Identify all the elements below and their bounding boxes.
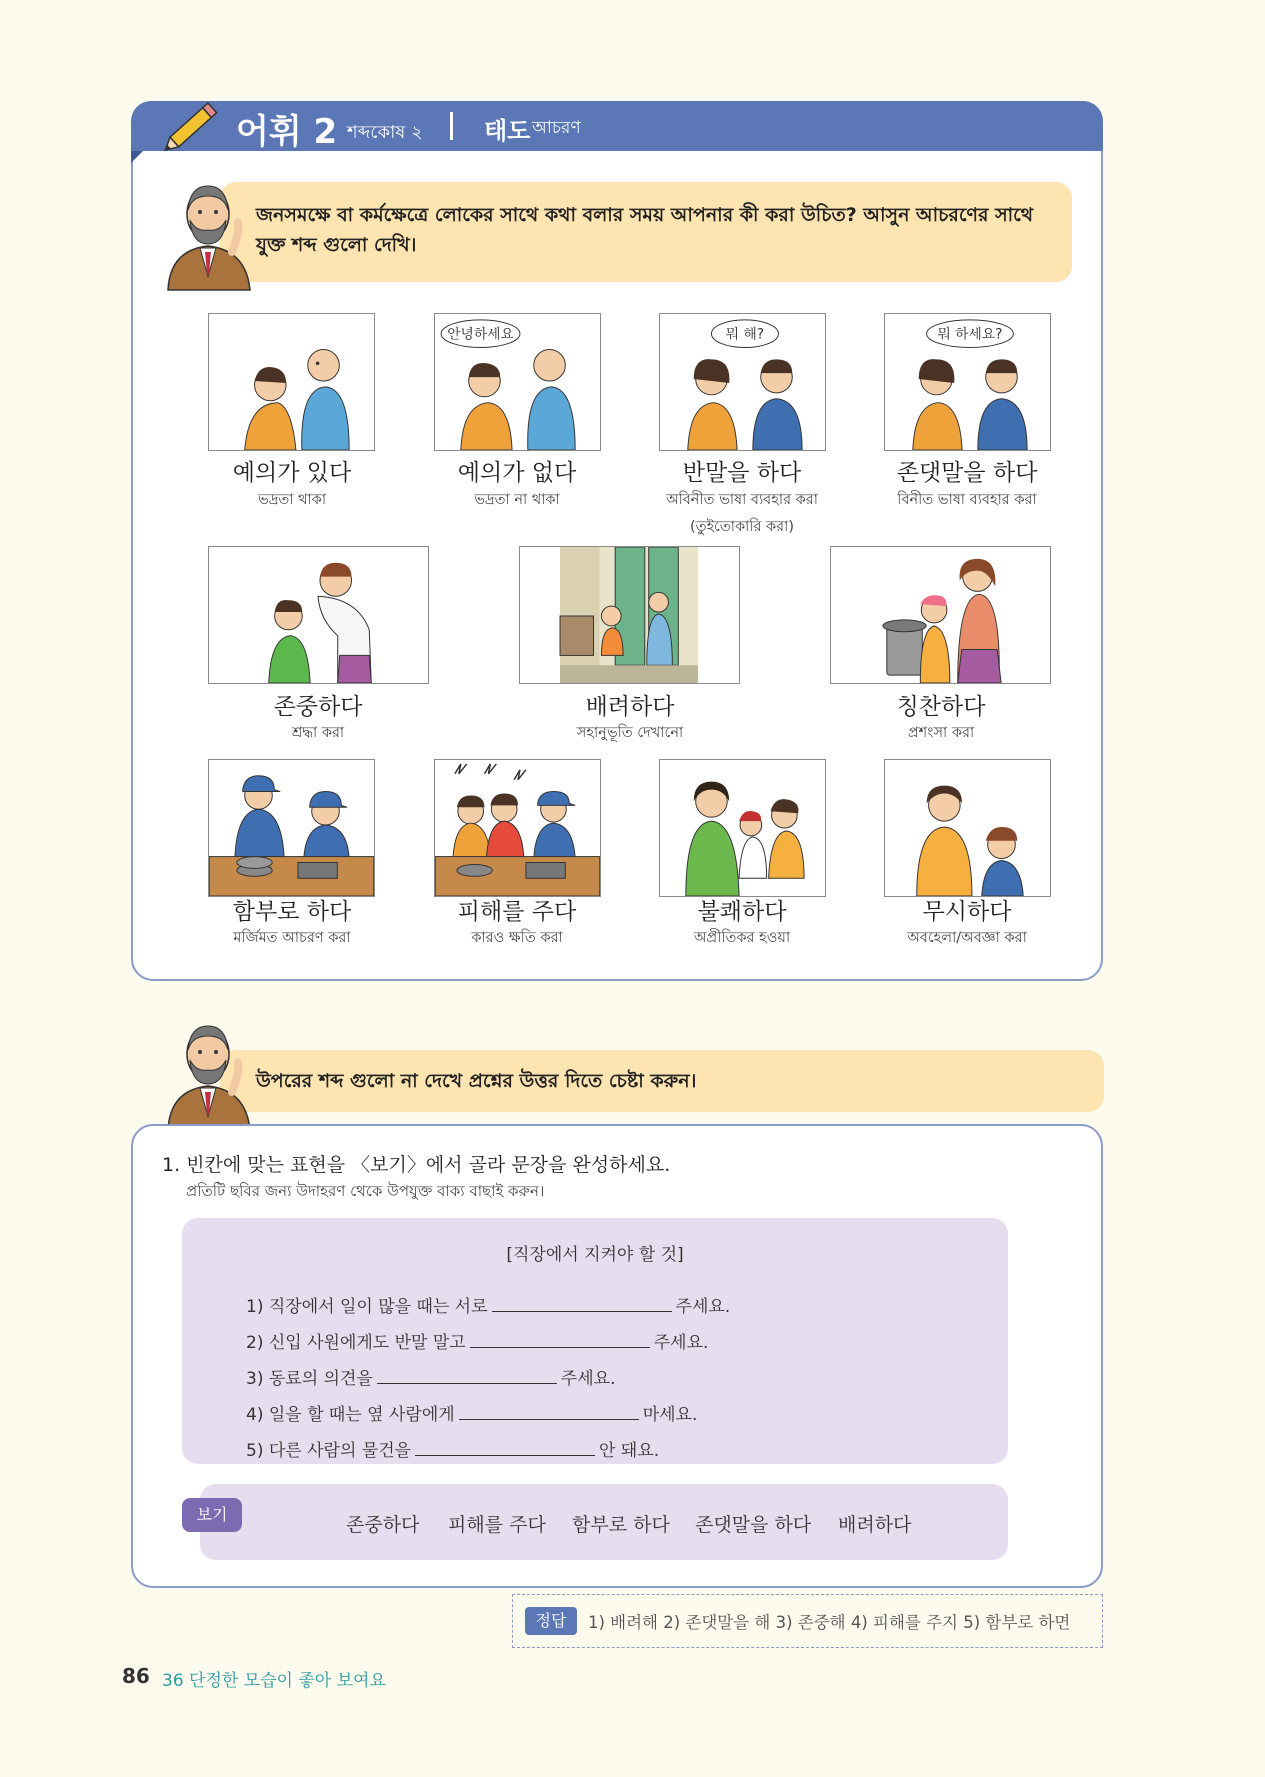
vocab-gloss: শ্রদ্ধা করা — [291, 725, 345, 741]
vocab-word: 불쾌하다 — [697, 899, 787, 925]
vocab-word: 무시하다 — [922, 899, 1012, 925]
vocab-gloss: সহানুভূতি দেখানো — [576, 725, 684, 741]
vocab-title-translation: শব্দকোষ ২ — [347, 122, 423, 143]
vocab-word: 배려하다 — [585, 694, 675, 720]
example-label: 보기 — [182, 1498, 242, 1532]
example-word: 존댓말을 하다 — [695, 1514, 812, 1536]
vocab-topic-translation: আচরণ — [532, 118, 581, 138]
intro-speech-bubble — [220, 182, 1072, 282]
header-fold — [131, 151, 143, 163]
vocab-gloss: প্রশংসা করা — [907, 725, 975, 741]
answer-blank[interactable] — [470, 1346, 650, 1348]
instruction-speech-bubble — [220, 1050, 1104, 1112]
sentence-item: 2) 신입 사원에게도 반말 말고 주세요. — [246, 1333, 709, 1353]
vocab-word: 존댓말을 하다 — [896, 460, 1038, 486]
vocab-word: 함부로 하다 — [232, 899, 352, 925]
sentence-item: 4) 일을 할 때는 옆 사람에게 마세요. — [246, 1405, 698, 1425]
example-word: 배려하다 — [838, 1514, 912, 1536]
vocab-word: 피해를 주다 — [457, 899, 577, 925]
vocab-topic: 태도 — [484, 117, 531, 145]
vocab-word: 칭찬하다 — [896, 694, 986, 720]
answer-label: 정답 — [525, 1607, 577, 1635]
card-image-impolite — [434, 313, 601, 451]
sentence-item: 1) 직장에서 일이 많을 때는 서로 주세요. — [246, 1297, 731, 1317]
vocab-gloss: কারও ক্ষতি করা — [471, 930, 563, 946]
vocab-gloss: অবিনীত ভাষা ব্যবহার করা — [666, 492, 818, 508]
vocab-gloss: মর্জিমত আচরণ করা — [233, 930, 351, 946]
vocab-word: 존중하다 — [273, 694, 363, 720]
answer-blank[interactable] — [492, 1310, 672, 1312]
card-image-informal-speech — [659, 313, 826, 451]
pencil-icon — [162, 94, 226, 156]
card-image-consideration — [519, 546, 740, 684]
sentence-item: 5) 다른 사람의 물건을 안 돼요. — [246, 1441, 660, 1461]
vocab-gloss: ভদ্রতা থাকা — [257, 492, 327, 508]
vocab-gloss: অবহেলা/অবজ্ঞা করা — [907, 930, 1027, 946]
card-image-disturb — [434, 759, 601, 897]
vocab-word: 반말을 하다 — [682, 460, 802, 486]
sentence-item: 3) 동료의 의견을 주세요. — [246, 1369, 616, 1389]
card-image-unpleasant — [659, 759, 826, 897]
card-image-respect — [208, 546, 429, 684]
example-word: 피해를 주다 — [448, 1514, 546, 1536]
answer-text: 1) 배려해 2) 존댓말을 해 3) 존중해 4) 피해를 주지 5) 함부로 하면 — [588, 1613, 1071, 1632]
card-image-polite — [208, 313, 375, 451]
vocab-word: 예의가 없다 — [457, 460, 577, 486]
question-subtitle: প্রতিটি ছবির জন্য উদাহরণ থেকে উপযুক্ত বাক্য বাছাই করুন। — [186, 1182, 545, 1200]
answer-blank[interactable] — [459, 1418, 639, 1420]
instruction-text: উপরের শব্দ গুলো না দেখে প্রশ্নের উত্তর দিতে চেষ্টা করুন। — [256, 1070, 697, 1092]
intro-text: জনসমক্ষে বা কর্মক্ষেত্রে লোকের সাথে কথা বলার সময় আপনার কী করা উচিত? আসুন আচরণের সাথে যুক্ত শব্দ গুলো দেখি। — [256, 204, 1034, 256]
vocab-gloss: ভদ্রতা না থাকা — [474, 492, 560, 508]
card-image-honorific-speech — [884, 313, 1051, 451]
vocab-gloss: বিনীত ভাষা ব্যবহার করা — [897, 492, 1037, 508]
page-number: 86 — [122, 1664, 150, 1688]
speech-text: 안녕하세요 — [447, 326, 514, 343]
vocab-title: 어휘 2 — [236, 112, 338, 152]
card-image-careless — [208, 759, 375, 897]
speech-text: 뭐 해? — [725, 326, 765, 343]
teacher-illustration — [160, 1012, 255, 1132]
answer-blank[interactable] — [377, 1382, 557, 1384]
vocab-word: 예의가 있다 — [232, 460, 352, 486]
chapter-title: 36 단정한 모습이 좋아 보여요 — [162, 1671, 386, 1691]
teacher-illustration — [160, 172, 255, 292]
example-word: 존중하다 — [346, 1514, 420, 1536]
header-divider — [450, 112, 453, 140]
card-image-ignore — [884, 759, 1051, 897]
sentence-box-title: [직장에서 지켜야 할 것] — [506, 1245, 684, 1265]
speech-text: 뭐 하세요? — [937, 326, 1003, 343]
card-image-praise — [830, 546, 1051, 684]
question-title: 1. 빈칸에 맞는 표현을 〈보기〉에서 골라 문장을 완성하세요. — [162, 1154, 671, 1176]
vocab-gloss: অপ্রীতিকর হওয়া — [693, 930, 791, 946]
answer-blank[interactable] — [415, 1454, 595, 1456]
example-word: 함부로 하다 — [572, 1514, 670, 1536]
vocab-gloss-extra: (তুইতোকারি করা) — [689, 519, 795, 535]
